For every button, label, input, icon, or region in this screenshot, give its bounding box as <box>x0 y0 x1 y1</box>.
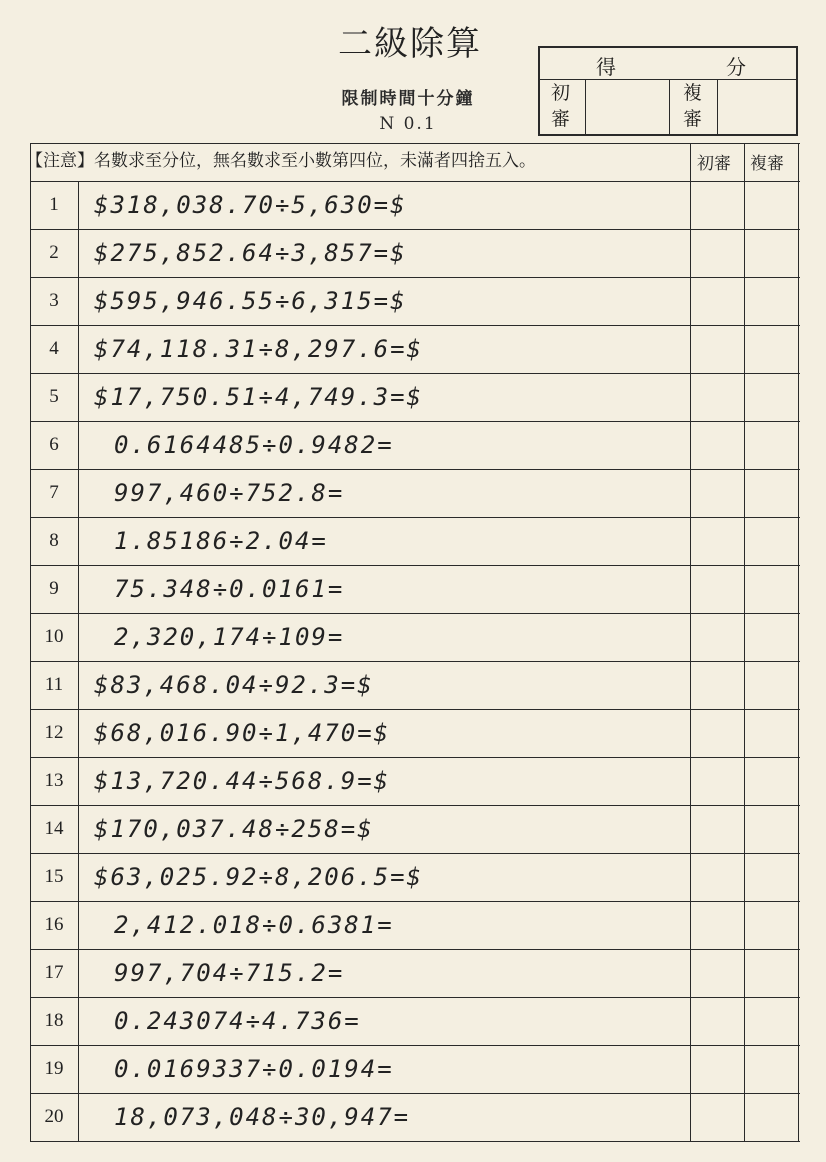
second-review-cell[interactable] <box>746 517 798 565</box>
second-review-cell[interactable] <box>746 901 798 949</box>
second-review-cell[interactable] <box>746 565 798 613</box>
first-review-cell[interactable] <box>692 421 744 469</box>
problem-expression: 2,320,174÷109= <box>114 623 345 651</box>
first-review-cell[interactable] <box>692 1093 744 1141</box>
table-row <box>30 709 800 757</box>
time-limit: 限制時間十分鐘 <box>341 89 475 109</box>
first-review-cell[interactable] <box>692 517 744 565</box>
problem-number: 6 <box>49 434 59 455</box>
problem-expression: $68,016.90÷1,470=$ <box>94 719 391 747</box>
problem-number: 4 <box>49 338 59 359</box>
table-row <box>30 517 800 565</box>
first-review-cell[interactable] <box>692 997 744 1045</box>
table-bottom-border <box>30 1141 800 1142</box>
problem-number: 19 <box>44 1058 64 1079</box>
score-box <box>538 46 798 136</box>
table-row <box>30 565 800 613</box>
second-review-cell[interactable] <box>746 757 798 805</box>
first-review-cell[interactable] <box>692 325 744 373</box>
problem-number: 12 <box>44 722 64 743</box>
problem-number: 13 <box>44 770 64 791</box>
page-title: 二級除算 <box>338 24 482 64</box>
table-row <box>30 853 800 901</box>
second-review-cell[interactable] <box>746 949 798 997</box>
problem-number: 5 <box>49 386 59 407</box>
table-row <box>30 325 800 373</box>
sheet-number: N 0.1 <box>379 114 437 134</box>
column-header-second-review: 複審 <box>750 154 784 174</box>
first-review-score-field[interactable] <box>586 80 670 134</box>
first-review-cell[interactable] <box>692 661 744 709</box>
first-review-cell[interactable] <box>692 949 744 997</box>
problem-number: 1 <box>49 194 59 215</box>
problem-expression: 0.6164485÷0.9482= <box>114 431 394 459</box>
problem-expression: 2,412.018÷0.6381= <box>114 911 394 939</box>
score-header <box>540 48 796 80</box>
problem-expression: 0.243074÷4.736= <box>114 1007 361 1035</box>
problem-number: 15 <box>44 866 64 887</box>
first-review-cell[interactable] <box>692 1045 744 1093</box>
second-review-cell[interactable] <box>746 997 798 1045</box>
problem-number: 10 <box>44 626 64 647</box>
second-review-cell[interactable] <box>746 421 798 469</box>
problem-number: 2 <box>49 242 59 263</box>
table-row <box>30 1045 800 1093</box>
first-review-cell[interactable] <box>692 709 744 757</box>
problem-expression: 0.0169337÷0.0194= <box>114 1055 394 1083</box>
second-review-label: 複 審 <box>670 80 718 134</box>
first-review-cell[interactable] <box>692 805 744 853</box>
first-review-cell[interactable] <box>692 469 744 517</box>
problem-number: 14 <box>44 818 64 839</box>
table-row <box>30 949 800 997</box>
problem-expression: $74,118.31÷8,297.6=$ <box>94 335 423 363</box>
problem-number: 17 <box>44 962 64 983</box>
problem-number: 7 <box>49 482 59 503</box>
table-row <box>30 229 800 277</box>
first-review-cell[interactable] <box>692 853 744 901</box>
table-row <box>30 613 800 661</box>
problem-number: 16 <box>44 914 64 935</box>
first-review-cell[interactable] <box>692 229 744 277</box>
problem-number: 18 <box>44 1010 64 1031</box>
problem-expression: 75.348÷0.0161= <box>114 575 345 603</box>
problem-expression: $595,946.55÷6,315=$ <box>94 287 407 315</box>
second-review-cell[interactable] <box>746 661 798 709</box>
first-review-cell[interactable] <box>692 901 744 949</box>
problem-expression: $170,037.48÷258=$ <box>94 815 374 843</box>
table-row <box>30 181 800 229</box>
problem-expression: $17,750.51÷4,749.3=$ <box>94 383 423 411</box>
second-review-cell[interactable] <box>746 229 798 277</box>
table-row <box>30 997 800 1045</box>
table-row <box>30 469 800 517</box>
second-review-cell[interactable] <box>746 373 798 421</box>
problem-number: 3 <box>49 290 59 311</box>
problem-expression: $63,025.92÷8,206.5=$ <box>94 863 423 891</box>
problem-table <box>26 143 800 1142</box>
table-row <box>30 1093 800 1141</box>
problem-expression: 1.85186÷2.04= <box>114 527 328 555</box>
notice-text: 【注意】名數求至分位，無名數求至小數第四位，未滿者四捨五入。 <box>26 151 536 171</box>
first-review-cell[interactable] <box>692 181 744 229</box>
first-review-label: 初 審 <box>540 80 586 134</box>
problem-number: 11 <box>44 674 64 695</box>
problem-expression: $13,720.44÷568.9=$ <box>94 767 391 795</box>
first-review-cell[interactable] <box>692 613 744 661</box>
second-review-cell[interactable] <box>746 277 798 325</box>
problem-expression: 997,460÷752.8= <box>114 479 345 507</box>
second-review-cell[interactable] <box>746 1045 798 1093</box>
table-row <box>30 277 800 325</box>
second-review-cell[interactable] <box>746 805 798 853</box>
problem-number: 9 <box>49 578 59 599</box>
problem-number: 8 <box>49 530 59 551</box>
table-row <box>30 757 800 805</box>
problem-expression: 997,704÷715.2= <box>114 959 345 987</box>
second-review-cell[interactable] <box>746 1093 798 1141</box>
second-review-cell[interactable] <box>746 613 798 661</box>
score-label-left: 得 <box>596 55 616 79</box>
second-review-cell[interactable] <box>746 181 798 229</box>
second-review-score-field[interactable] <box>718 80 796 134</box>
second-review-cell[interactable] <box>746 853 798 901</box>
score-label-right: 分 <box>726 55 746 79</box>
problem-number: 20 <box>44 1106 64 1127</box>
table-top-border <box>30 143 800 144</box>
problem-expression: 18,073,048÷30,947= <box>114 1103 411 1131</box>
first-review-cell[interactable] <box>692 277 744 325</box>
first-review-cell[interactable] <box>692 565 744 613</box>
problem-expression: $318,038.70÷5,630=$ <box>94 191 407 219</box>
table-row <box>30 805 800 853</box>
second-review-cell[interactable] <box>746 709 798 757</box>
first-review-cell[interactable] <box>692 373 744 421</box>
table-row <box>30 421 800 469</box>
column-header-first-review: 初審 <box>697 154 731 174</box>
table-row <box>30 373 800 421</box>
second-review-cell[interactable] <box>746 325 798 373</box>
second-review-cell[interactable] <box>746 469 798 517</box>
first-review-cell[interactable] <box>692 757 744 805</box>
problem-expression: $275,852.64÷3,857=$ <box>94 239 407 267</box>
table-row <box>30 661 800 709</box>
problem-expression: $83,468.04÷92.3=$ <box>94 671 374 699</box>
table-row <box>30 901 800 949</box>
